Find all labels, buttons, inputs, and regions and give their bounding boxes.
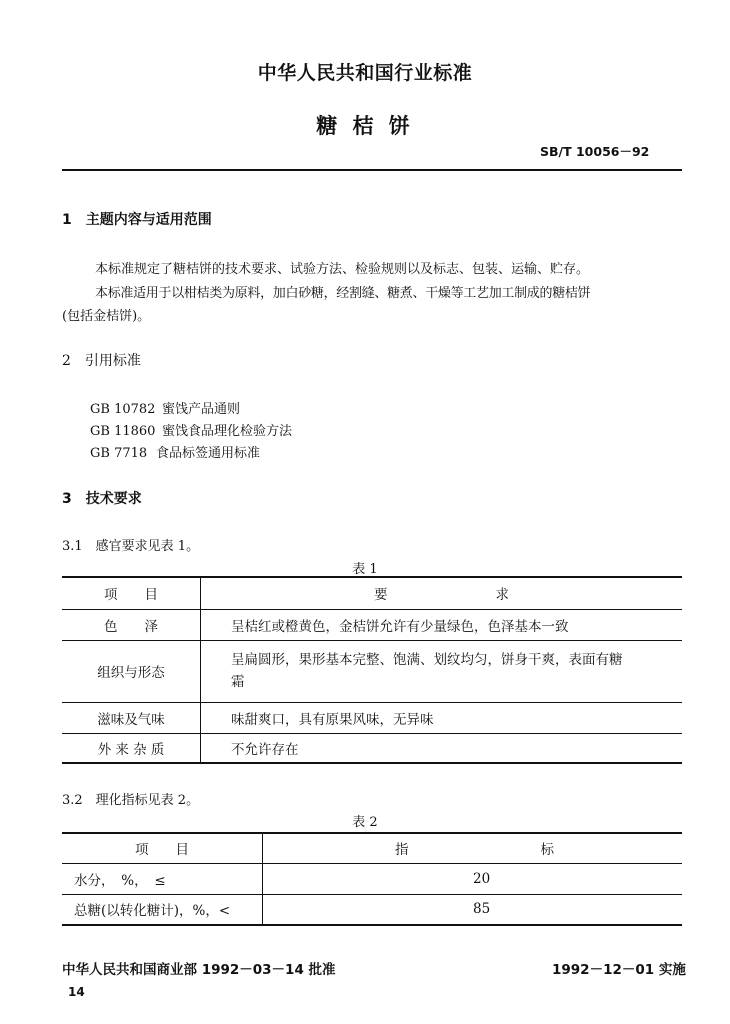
table1-item: 外 来 杂 质 — [62, 733, 201, 763]
section1-heading: 1 主题内容与适用范围 — [62, 212, 212, 228]
table-row — [62, 640, 682, 702]
reference-name: 蜜饯产品通则 — [162, 402, 241, 417]
table1 — [62, 576, 682, 764]
table1-req: 呈桔红或橙黄色，金桔饼允许有少量绿色，色泽基本一致 — [231, 618, 569, 635]
reference-item — [90, 398, 240, 417]
header-rule — [62, 169, 682, 171]
reference-name: 蜜饯食品理化检验方法 — [162, 424, 293, 439]
reference-item — [90, 420, 292, 439]
section1-para1: 本标准规定了糖桔饼的技术要求、试验方法、检验规则以及标志、包装、运输、贮存。 — [95, 262, 590, 277]
standard-code: SB/T 10056－92 — [540, 144, 650, 159]
section2-heading: 2 引用标准 — [62, 353, 141, 369]
table2-caption: 表 2 — [352, 815, 378, 830]
table1-req — [201, 640, 683, 702]
table1-req: 不允许存在 — [231, 741, 299, 758]
table2-header-ind1: 指 — [395, 842, 409, 859]
table2-value: 20 — [473, 870, 491, 887]
table2-header-indicator — [263, 833, 683, 863]
table1-item: 滋味及气味 — [62, 702, 201, 733]
table-row — [62, 733, 682, 763]
footer-effective: 1992－12－01 实施 — [552, 962, 686, 978]
table-row — [62, 863, 682, 894]
reference-code: GB 11860 — [90, 424, 156, 439]
table1-caption: 表 1 — [352, 562, 378, 577]
table2-header-ind2: 标 — [540, 842, 554, 859]
section3-1-text: 3.1 感官要求见表 1。 — [62, 539, 200, 554]
table1-req-line: 霜 — [231, 674, 245, 690]
table2-item: 总糖(以转化糖计)，%，< — [62, 894, 263, 925]
table2-header-item: 项 目 — [62, 833, 263, 863]
footer-issuer: 中华人民共和国商业部 1992－03－14 批准 — [62, 962, 336, 978]
section1-para2-line1: 本标准适用于以柑桔类为原料，加白砂糖，经割缝、糖煮、干燥等工艺加工制成的糖桔饼 — [95, 286, 591, 301]
reference-name: 食品标签通用标准 — [156, 446, 261, 461]
reference-code: GB 7718 — [90, 446, 148, 461]
table1-header-item: 项 目 — [62, 577, 201, 609]
table-row — [62, 894, 682, 925]
section1-para2-line2: (包括金桔饼)。 — [62, 309, 151, 324]
table2-value: 85 — [473, 901, 491, 918]
reference-code: GB 10782 — [90, 402, 156, 417]
table-row — [62, 702, 682, 733]
table-header-row — [62, 833, 682, 863]
table1-item: 组织与形态 — [62, 640, 201, 702]
page-number: 14 — [68, 985, 85, 999]
table1-item: 色 泽 — [62, 609, 201, 640]
table2 — [62, 832, 682, 926]
standard-org: 中华人民共和国行业标准 — [257, 62, 473, 84]
table2-item: 水分， %， ≤ — [62, 863, 263, 894]
table1-req-line: 呈扁圆形，果形基本完整、饱满、划纹均匀，饼身干爽，表面有糖 — [231, 652, 623, 668]
page-title: 糖 桔 饼 — [316, 114, 414, 138]
table-header-row — [62, 577, 682, 609]
table1-header-req: 要 求 — [374, 587, 509, 604]
table-row — [62, 609, 682, 640]
reference-item — [90, 442, 260, 461]
table1-req: 味甜爽口，具有原果风味，无异味 — [231, 711, 434, 728]
section3-heading: 3 技术要求 — [62, 491, 142, 507]
section3-2-text: 3.2 理化指标见表 2。 — [62, 793, 200, 808]
